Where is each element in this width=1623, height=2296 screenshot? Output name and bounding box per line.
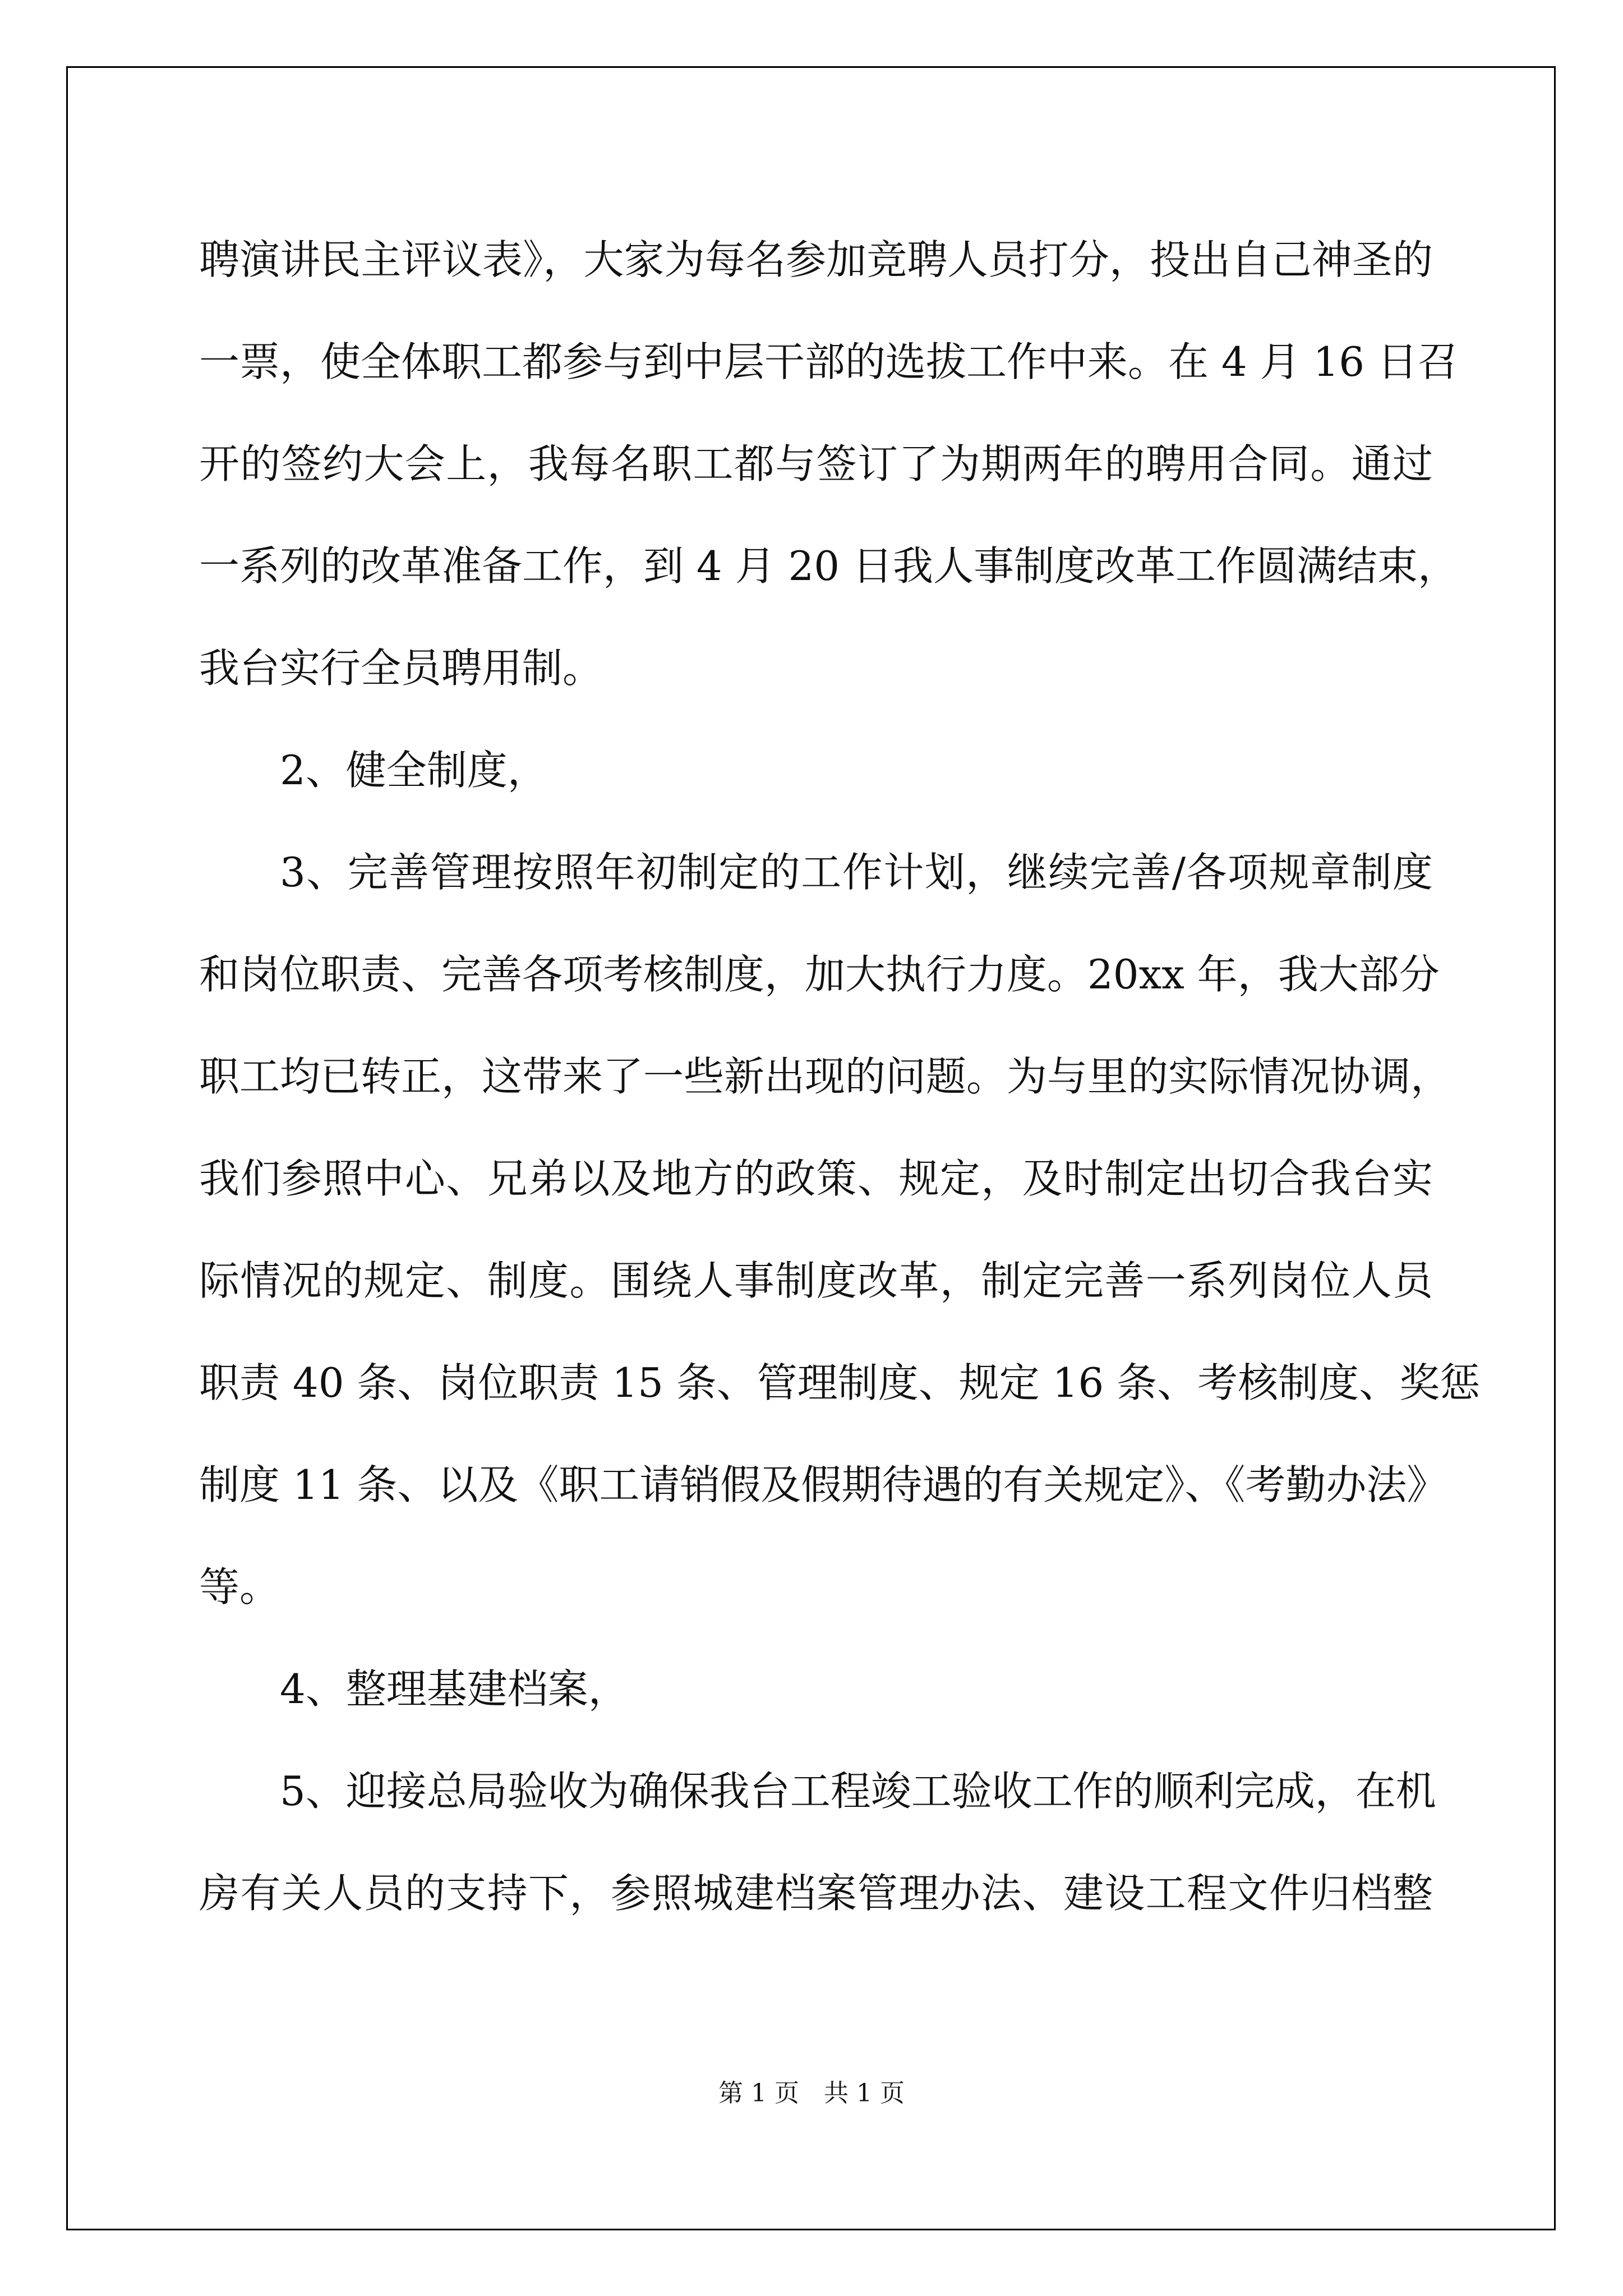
text-line xyxy=(199,1230,1433,1332)
text-line xyxy=(199,1536,1433,1638)
text-line xyxy=(199,1638,1433,1740)
text-line-content: 2、健全制度， xyxy=(280,747,548,794)
text-line xyxy=(199,1740,1436,1842)
text-line xyxy=(199,719,1433,821)
text-line-content: 4、整理基建档案， xyxy=(280,1665,629,1713)
text-line-content: 3、完善管理按照年初制定的工作计划，继续完善/各项规章制度 xyxy=(280,849,1433,896)
text-line xyxy=(199,1025,1451,1128)
text-line-content: 职工均已转正，这带来了一些新出现的问题。为与里的实际情况协调， xyxy=(199,1053,1451,1100)
text-line xyxy=(199,821,1433,923)
text-line-content: 5、迎接总局验收为确保我台工程竣工验收工作的顺利完成，在机 xyxy=(280,1768,1436,1815)
text-line xyxy=(199,413,1433,515)
text-line-content: 职责 40 条、岗位职责 15 条、管理制度、规定 16 条、考核制度、奖惩 xyxy=(199,1359,1481,1406)
text-line-content: 一系列的改革准备工作，到 4 月 20 日我人事制度改革工作圆满结束， xyxy=(199,542,1458,590)
text-line xyxy=(199,1434,1447,1536)
text-line-content: 开的签约大会上，我每名职工都与签订了为期两年的聘用合同。通过 xyxy=(199,440,1433,487)
text-line-content: 房有关人员的支持下，参照城建档案管理办法、建设工程文件归档整 xyxy=(199,1870,1433,1917)
text-line xyxy=(199,1842,1433,1944)
text-line-content: 我台实行全员聘用制。 xyxy=(199,645,603,692)
text-line-content: 等。 xyxy=(199,1563,280,1611)
document-body xyxy=(199,209,1481,1944)
text-line xyxy=(199,1128,1433,1230)
text-line xyxy=(199,1332,1481,1434)
text-line xyxy=(199,617,1433,719)
text-line xyxy=(199,209,1433,311)
text-line-content: 制度 11 条、以及《职工请销假及假期待遇的有关规定》、《考勤办法》 xyxy=(199,1461,1447,1508)
text-line xyxy=(199,923,1440,1025)
page-footer: 第 1 页 共 1 页 xyxy=(718,2079,905,2108)
text-line xyxy=(199,311,1458,413)
text-line-content: 一票，使全体职工都参与到中层干部的选拔工作中来。在 4 月 16 日召 xyxy=(199,338,1458,385)
text-line-content: 聘演讲民主评议表》，大家为每名参加竞聘人员打分，投出自己神圣的 xyxy=(199,236,1433,283)
text-line-content: 际情况的规定、制度。围绕人事制度改革，制定完善一系列岗位人员 xyxy=(199,1257,1433,1304)
text-line xyxy=(199,515,1458,617)
text-line-content: 和岗位职责、完善各项考核制度，加大执行力度。20xx 年，我大部分 xyxy=(199,951,1440,998)
text-line-content: 我们参照中心、兄弟以及地方的政策、规定，及时制定出切合我台实 xyxy=(199,1155,1433,1202)
